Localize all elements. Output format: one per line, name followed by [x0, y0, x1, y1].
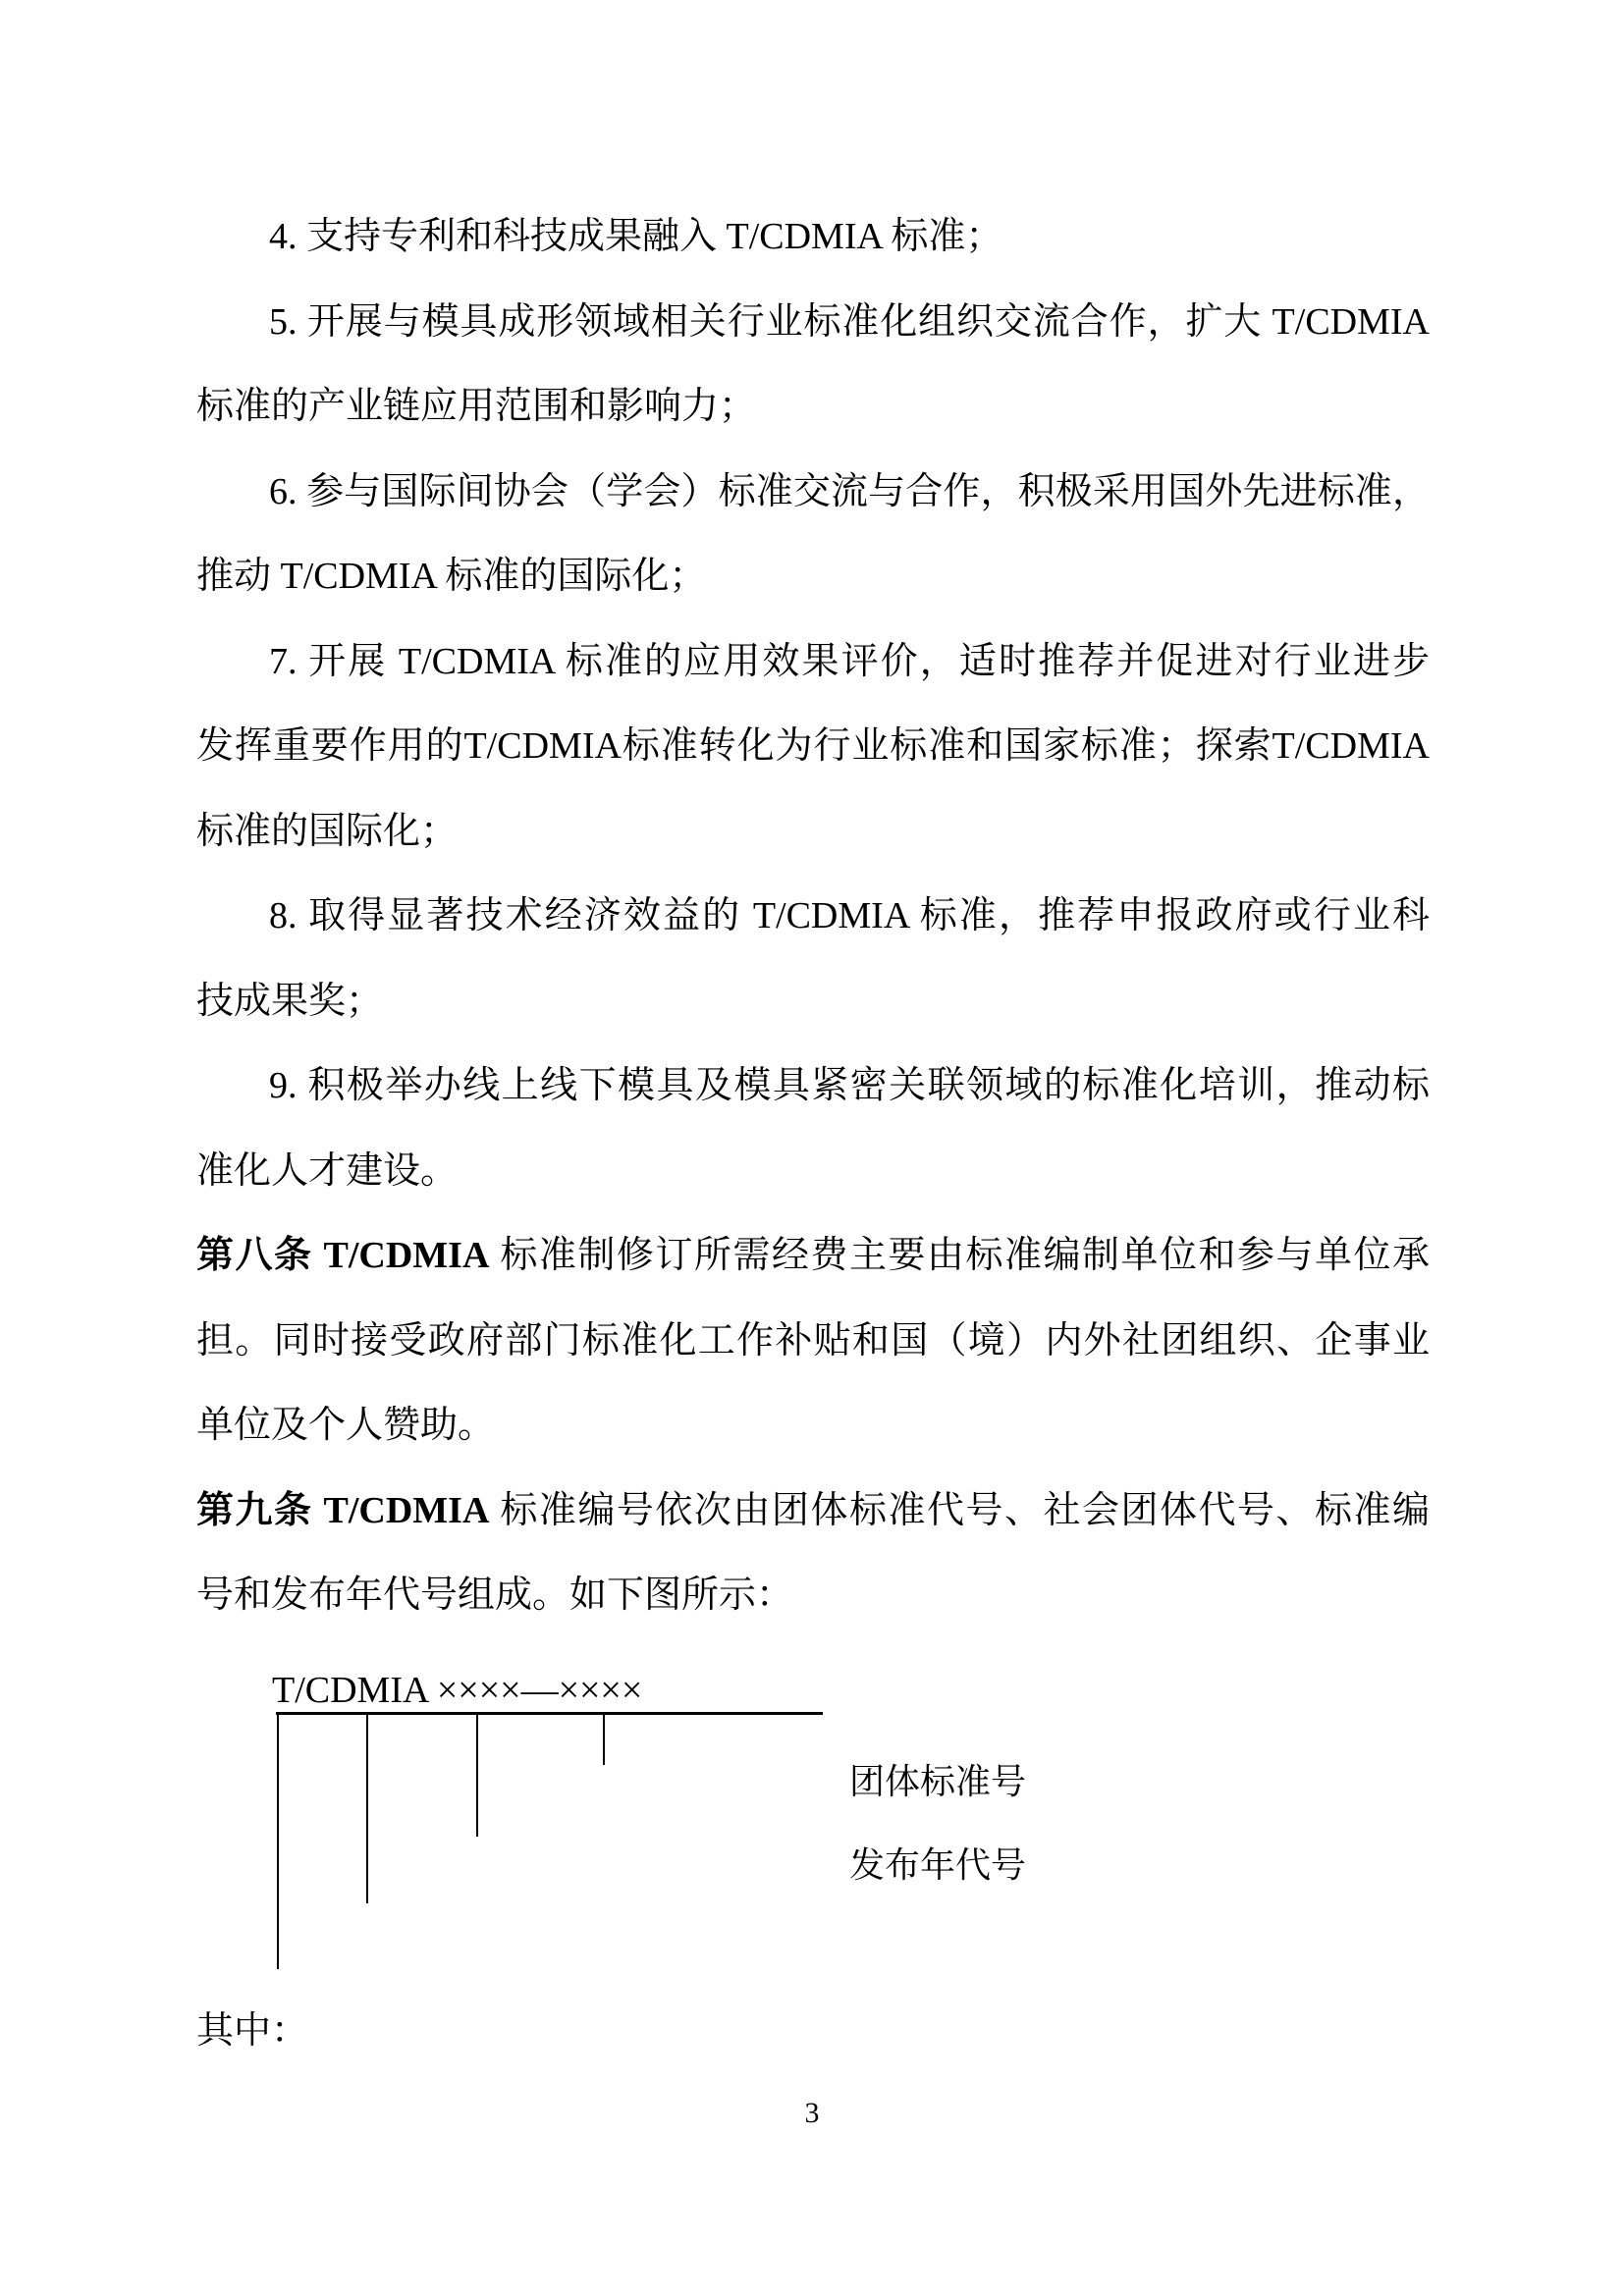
diagram-standard-number: T/CDMIA ××××—×××× — [272, 1670, 643, 1711]
text-line: 9. 积极举办线上线下模具及模具紧密关联领域的标准化培训，推动标 — [269, 1065, 1430, 1106]
diagram-leader-line — [366, 1714, 368, 1903]
text-line: 标准的产业链应用范围和影响力； — [196, 386, 757, 427]
text-line: 技成果奖； — [196, 980, 384, 1022]
text-line: 发挥重要作用的T/CDMIA标准转化为行业标准和国家标准；探索T/CDMIA — [196, 725, 1430, 767]
body-text — [196, 194, 1430, 1638]
text-line: 8. 取得显著技术经济效益的 T/CDMIA 标准，推荐申报政府或行业科 — [269, 895, 1430, 936]
text-line-article-9 — [196, 1468, 1430, 1554]
article-8-body: 标准制修订所需经费主要由标准编制单位和参与单位承 — [489, 1235, 1430, 1276]
article-8-term: 第八条 T/CDMIA — [196, 1235, 490, 1276]
diagram-leader-line — [476, 1714, 478, 1837]
text-line: 标准的国际化； — [196, 810, 459, 852]
text-line: 推动 T/CDMIA 标准的国际化； — [196, 556, 707, 597]
text-line: 4. 支持专利和科技成果融入 T/CDMIA 标准； — [269, 216, 1003, 257]
diagram-leader-line — [277, 1714, 279, 1969]
text-line: 6. 参与国际间协会（学会）标准交流与合作，积极采用国外先进标准， — [269, 470, 1430, 512]
closing-line: 其中： — [196, 2010, 309, 2052]
page-number: 3 — [804, 2097, 820, 2129]
diagram-label-group-standard: 团体标准号 — [849, 1762, 1027, 1801]
diagram-label-publish-year: 发布年代号 — [849, 1845, 1027, 1885]
diagram-ruler-line — [276, 1712, 823, 1715]
article-9-term: 第九条 T/CDMIA — [196, 1489, 490, 1531]
text-line: 准化人才建设。 — [196, 1149, 459, 1192]
diagram-leader-line — [603, 1714, 605, 1765]
text-line: 担。同时接受政府部门标准化工作补贴和国（境）内外社团组织、企事业 — [196, 1319, 1430, 1362]
text-line: 单位及个人赞助。 — [196, 1405, 496, 1446]
text-line: 7. 开展 T/CDMIA 标准的应用效果评价，适时推荐并促进对行业进步 — [269, 640, 1430, 682]
text-line: 5. 开展与模具成形领域相关行业标准化组织交流合作，扩大 T/CDMIA — [269, 300, 1430, 343]
text-line: 号和发布年代号组成。如下图所示： — [196, 1575, 794, 1616]
article-9-body: 标准编号依次由团体标准代号、社会团体代号、标准编 — [489, 1489, 1430, 1531]
text-line-article-8 — [196, 1213, 1430, 1299]
